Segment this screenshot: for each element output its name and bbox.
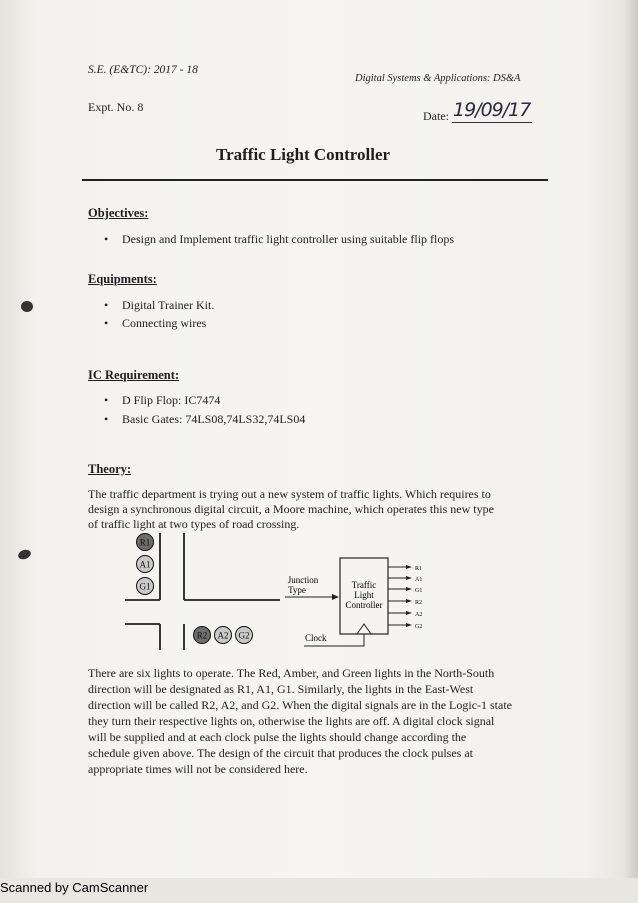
light-label-a2: A2 [217, 630, 229, 641]
subject-header: Digital Systems & Applications: DS&A [355, 73, 521, 84]
page-edge-shadow [624, 0, 638, 878]
date-underline [452, 122, 532, 123]
arrow-head-icon [406, 611, 412, 615]
equipments-heading: Equipments: [88, 272, 157, 286]
output-label: G2 [415, 624, 423, 630]
output-label: A1 [415, 577, 423, 583]
type-label: Type [288, 585, 306, 595]
clock-label: Clock [305, 633, 327, 643]
clock-triangle-icon [357, 624, 371, 634]
bullet-icon: • [104, 232, 109, 246]
theory-heading: Theory: [88, 462, 132, 476]
ic-requirement-heading: IC Requirement: [88, 368, 180, 382]
light-label-a1: A1 [139, 559, 151, 570]
theory-body-line: direction will be designated as R1, A1, G1. Similarly, the lights in the East-West [88, 682, 474, 696]
binder-hole-mark [21, 301, 33, 312]
ic-item: Basic Gates: 74LS08,74LS32,74LS04 [122, 412, 306, 426]
bullet-icon: • [104, 316, 109, 330]
ic-item: D Flip Flop: IC7474 [122, 393, 221, 407]
experiment-number: Expt. No. 8 [88, 100, 144, 114]
output-label: R2 [415, 600, 423, 606]
output-label: R1 [415, 566, 423, 572]
light-label-g1: G1 [139, 581, 151, 592]
arrow-head-icon [406, 623, 412, 627]
arrow-head-icon [406, 599, 412, 603]
controller-label: Traffic [351, 580, 377, 590]
arrow-head-icon [332, 594, 339, 600]
junction-label: Junction [287, 575, 319, 585]
theory-intro-line: The traffic department is trying out a new system of traffic lights. Which requires to [88, 487, 491, 501]
theory-body-line: will be supplied and at each clock pulse the lights should change according the [88, 730, 467, 744]
page-title: Traffic Light Controller [216, 145, 391, 164]
theory-intro-line: of traffic light at two types of road crossing. [88, 517, 300, 531]
controller-label: Light [354, 590, 374, 600]
light-label-g2: G2 [238, 630, 250, 641]
binder-hole-mark [17, 548, 32, 561]
controller-label: Controller [345, 600, 383, 610]
scanner-watermark: Scanned by CamScanner [0, 880, 149, 895]
objectives-heading: Objectives: [88, 206, 149, 220]
bullet-icon: • [104, 298, 109, 312]
light-label-r2: R2 [196, 630, 208, 641]
bullet-icon: • [104, 393, 109, 407]
objective-item: Design and Implement traffic light controller using suitable flip flops [122, 232, 455, 246]
theory-body-line: direction will be called R2, A2, and G2. When the digital signals are in the Logic-1 state [88, 698, 513, 712]
title-rule [82, 179, 548, 181]
output-label: A2 [415, 612, 423, 618]
theory-body-line: schedule given above. The design of the circuit that produces the clock pulses at [88, 746, 473, 760]
equipment-item: Digital Trainer Kit. [122, 298, 215, 312]
arrow-head-icon [406, 587, 412, 591]
theory-body-line: There are six lights to operate. The Red, Amber, and Green lights in the North-South [88, 666, 495, 680]
course-header: S.E. (E&TC): 2017 - 18 [88, 64, 198, 76]
theory-body-line: appropriate times will not be considered here. [88, 762, 308, 776]
equipment-item: Connecting wires [122, 316, 207, 330]
theory-body-line: they turn their respective lights on, otherwise the lights are off. A digital clock signal [88, 714, 495, 728]
arrow-head-icon [406, 565, 412, 569]
output-lines [388, 565, 422, 630]
output-label: G1 [415, 588, 423, 594]
date-value-handwritten: 19/09/17 [453, 99, 531, 121]
theory-intro-line: design a synchronous digital circuit, a Moore machine, which operates this new type [88, 502, 494, 516]
light-label-r1: R1 [139, 537, 151, 548]
bullet-icon: • [104, 412, 109, 426]
arrow-head-icon [406, 576, 412, 580]
traffic-diagram [120, 528, 440, 653]
date-label: Date: [423, 109, 449, 123]
